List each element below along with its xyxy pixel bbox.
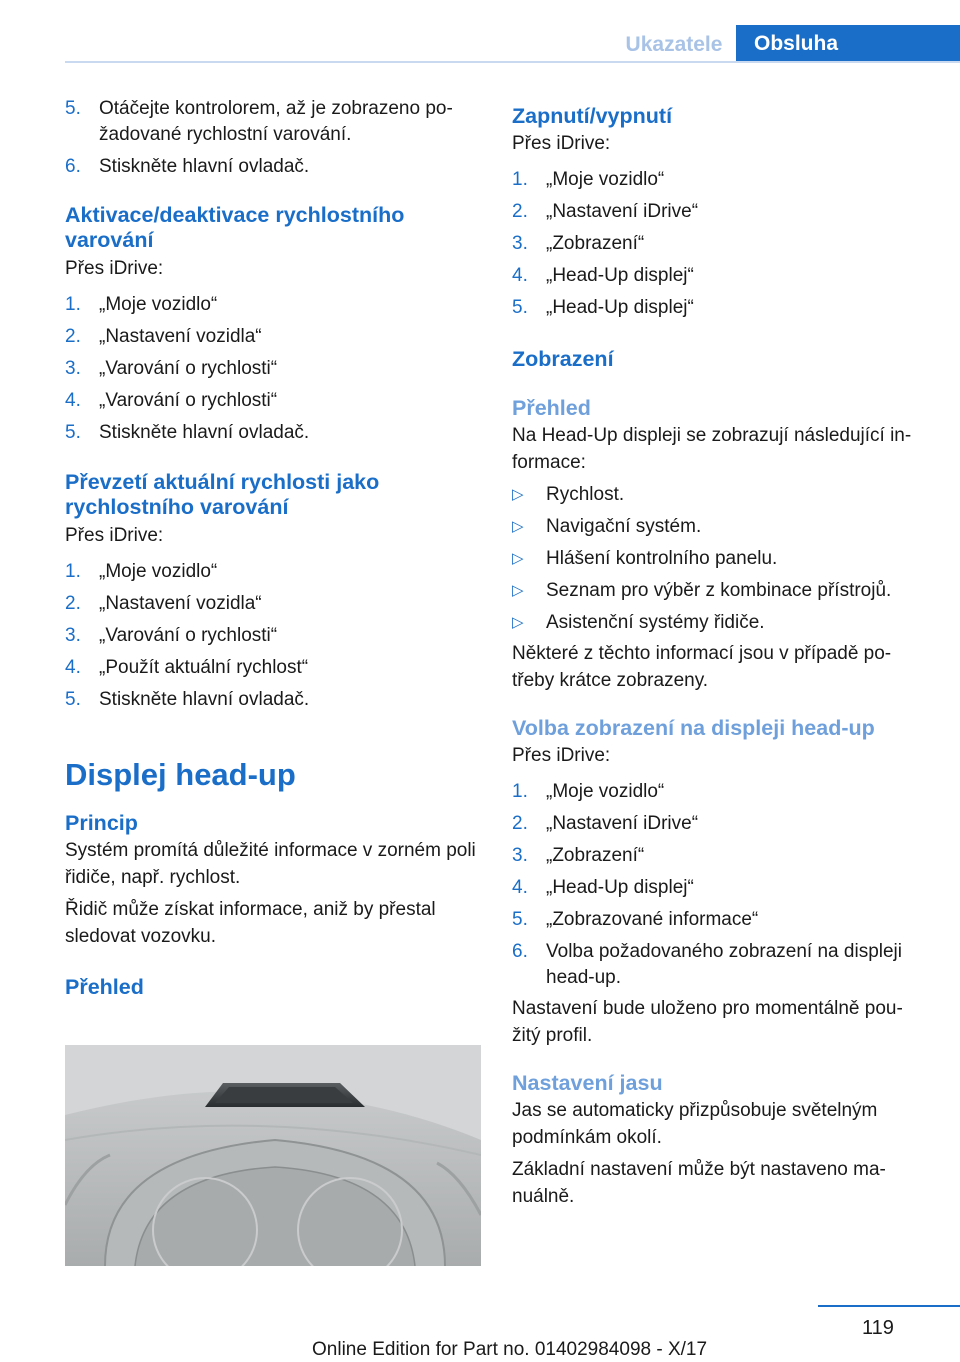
list-item: 1. „Moje vozidlo“ [65,561,218,582]
edition-note: Online Edition for Part no. 01402984098 - X/17 [312,1339,708,1360]
steps-continued [65,96,481,180]
list-item: 4. „Varování o rychlosti“ [65,390,278,411]
section-title-display: Zobrazení [512,347,614,371]
list-item: 3. „Varování o rychlosti“ [65,625,278,646]
subsection-title-brightness: Nastavení jasu [512,1071,663,1095]
list-item: 1. „Moje vozidlo“ [512,781,665,802]
section-intro: Přes iDrive: [65,258,164,279]
paragraph: Základní nastavení může být nastaveno ma- nuálně. [512,1159,886,1207]
chapter-title: Displej head-up [65,757,296,792]
list-item: ▷ Rychlost. [512,482,932,508]
paragraph: Řidič může získat informace, aniž by přestal sledovat vozovku. [65,899,436,947]
section-title-overview: Přehled [65,975,144,999]
tab-ukazatele[interactable]: Ukazatele [625,33,723,56]
list-item: 5. „Head-Up displej“ [512,297,694,318]
section-intro: Přes iDrive: [65,525,164,546]
triangle-bullet-icon: ▷ [512,486,524,503]
list-item: 5. Otáčejte kontrolorem, až je zobrazeno po- žadované rychlostní varování. [65,98,453,145]
list-item: 5. „Zobrazované informace“ [512,909,759,930]
right-column [512,96,932,1210]
left-column [65,96,481,1000]
activation-steps [65,292,481,446]
list-item: 2. „Nastavení iDrive“ [512,813,699,834]
paragraph: Jas se automaticky přizpůsobuje světelným podmínkám okolí. [512,1100,878,1148]
list-item: 5. Stiskněte hlavní ovladač. [65,422,310,443]
subsection-title-overview: Přehled [512,396,591,420]
list-item: 4. „Head-Up displej“ [512,265,694,286]
list-item: 4. „Použít aktuální rychlost“ [65,657,309,678]
list-item: 6. Stiskněte hlavní ovladač. [65,156,310,177]
list-item: 3. „Varování o rychlosti“ [65,358,278,379]
section-title-activation: Aktivace/deaktivace rychlostního varování [65,203,405,252]
list-item: 1. „Moje vozidlo“ [65,294,218,315]
list-item: 6. Volba požadovaného zobrazení na displeji head-up. [512,941,902,988]
list-item: ▷ Navigační systém. [512,514,932,540]
overview-bullets [512,482,932,636]
choice-steps [512,779,932,991]
on-off-steps [512,167,932,321]
head-up-display-image [65,1045,481,1266]
section-title-on-off: Zapnutí/vypnutí [512,104,673,128]
list-item: 5. Stiskněte hlavní ovladač. [65,689,310,710]
list-item: ▷ Hlášení kontrolního panelu. [512,546,932,572]
footer-rule [818,1305,960,1307]
section-intro: Přes iDrive: [512,745,611,766]
list-item: ▷ Asistenční systémy řidiče. [512,610,932,636]
paragraph: Některé z těchto informací jsou v případě po- třeby krátce zobrazeny. [512,643,892,691]
list-item: 2. „Nastavení vozidla“ [65,326,262,347]
list-item: 2. „Nastavení vozidla“ [65,593,262,614]
triangle-bullet-icon: ▷ [512,614,524,631]
list-item: 1. „Moje vozidlo“ [512,169,665,190]
list-item: 3. „Zobrazení“ [512,233,645,254]
list-item: 4. „Head-Up displej“ [512,877,694,898]
list-item: 3. „Zobrazení“ [512,845,645,866]
dashboard-illustration [65,1045,481,1266]
tab-obsluha[interactable]: Obsluha [736,25,960,62]
paragraph: Systém promítá důležité informace v zorném poli řidiče, např. rychlost. [65,840,476,888]
triangle-bullet-icon: ▷ [512,582,524,599]
section-title-take-over: Převzetí aktuální rychlosti jako rychlostního varování [65,470,380,519]
section-intro: Přes iDrive: [512,133,611,154]
header-divider [65,61,960,63]
list-item: 2. „Nastavení iDrive“ [512,201,699,222]
take-over-steps [65,559,481,713]
triangle-bullet-icon: ▷ [512,550,524,567]
section-title-principle: Princip [65,811,138,835]
paragraph: Na Head-Up displeji se zobrazují následující in- formace: [512,425,912,473]
page-number: 119 [862,1317,894,1339]
list-item: ▷ Seznam pro výběr z kombinace přístrojů. [512,578,932,604]
paragraph: Nastavení bude uloženo pro momentálně pou- žitý profil. [512,998,903,1046]
subsection-title-choice: Volba zobrazení na displeji head-up [512,716,875,740]
triangle-bullet-icon: ▷ [512,518,524,535]
